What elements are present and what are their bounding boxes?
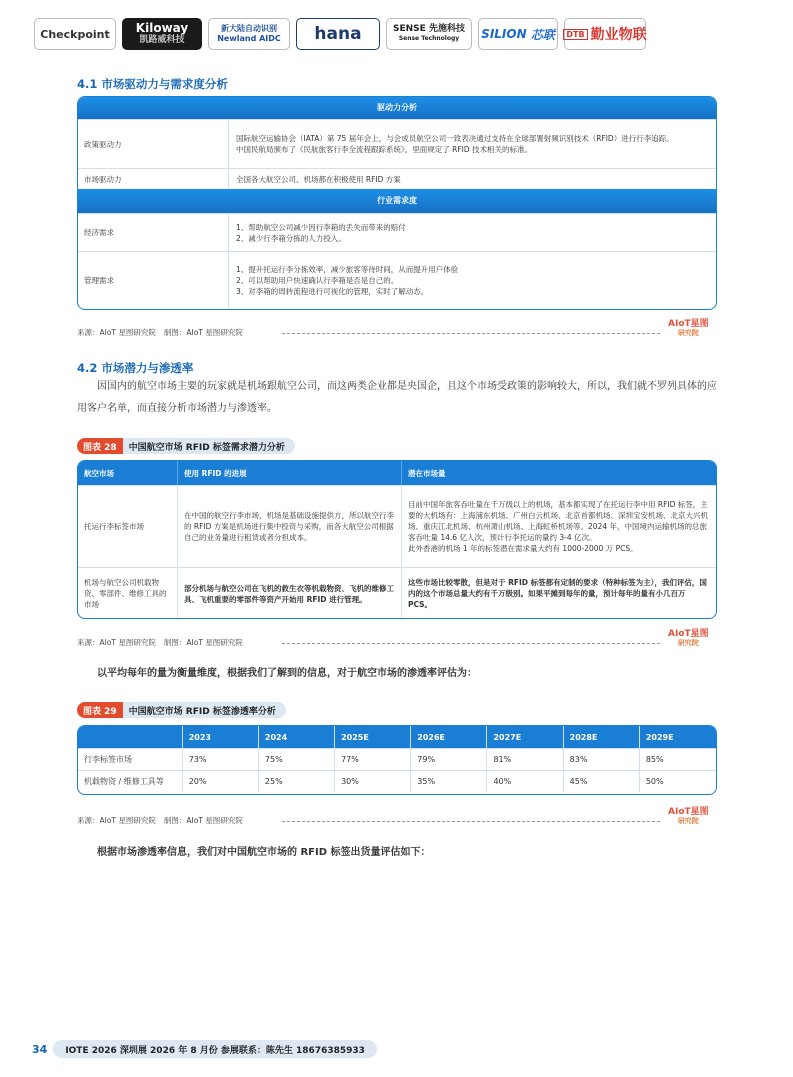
section-title-4-1: 4.1 市场驱动力与需求度分析	[77, 77, 228, 91]
figure-29-table	[77, 725, 717, 795]
row-label: 经济需求	[78, 214, 229, 251]
dotted-divider	[282, 821, 660, 822]
row-label: 政策驱动力	[78, 120, 229, 168]
sponsor-logos	[34, 18, 646, 50]
table-row	[78, 168, 716, 189]
figure-29-label: 图表 29 中国航空市场 RFID 标签渗透率分析	[77, 702, 286, 718]
dotted-divider	[282, 333, 660, 334]
figure-28-label: 图表 28 中国航空市场 RFID 标签需求潜力分析	[77, 438, 295, 454]
sense-logo: SENSE 先施科技 Sense Technology	[386, 18, 472, 50]
source-line: 来源：AIoT 星图研究院 制图：AIoT 星图研究院	[77, 328, 243, 337]
aiot-brand-logo: AIoT星图 研究院	[668, 319, 709, 337]
row-content: 1、帮助航空公司减少因行李箱的丢失而带来的赔付 2、减少行李箱分拣的人力投入。	[236, 222, 406, 243]
dotted-divider	[282, 643, 660, 644]
table-row: 机载物资 / 维修工具等 20% 25% 30% 35% 40% 45% 50%	[78, 770, 716, 792]
row-label: 管理需求	[78, 252, 229, 309]
table-header-row: 2023 2024 2025E 2026E 2027E 2028E 2029E	[78, 726, 716, 748]
table-row: 机场与航空公司机载物资、零部件、维修工具的市场 部分机场与航空公司在飞机的救生衣等机载物资、飞机的维修工具、飞机重要的零部件等资产开始用 RFID 进行管理。 这些市场比较零散，但是对于 RFID 标签都有定制的要求（特种标签为主），我们评估，国内的这个市场总量大约有千万级别。如果平摊到每年的量，预计每年的量有小几百万 PCS。	[78, 567, 716, 619]
row-content: 1、提升托运行李分拣效率，减少旅客等待时间，从而提升用户体验 2、可以帮助用户快速确认行李箱是否是自己的。 3、对李箱的周转流程进行可视化的管理，实时了解动态。	[236, 265, 459, 296]
checkpoint-logo: Checkpoint	[34, 18, 116, 50]
table-header-row: 航空市场 使用 RFID 的进展 潜在市场量	[78, 461, 716, 485]
page-number: 34	[32, 1042, 48, 1056]
figure-28-table	[77, 460, 717, 619]
table-row	[78, 213, 716, 251]
row-content: 全国各大航空公司、机场都在积极使用 RFID 方案	[236, 174, 401, 184]
row-label: 市场驱动力	[78, 169, 229, 189]
newland-logo: 新大陆自动识别 Newland AIDC	[208, 18, 290, 50]
page-footer	[32, 1040, 377, 1058]
table-row: 行李标签市场 73% 75% 77% 79% 81% 83% 85%	[78, 748, 716, 770]
aiot-brand-logo: AIoT星图 研究院	[668, 629, 709, 647]
table-header-drivers: 驱动力分析	[78, 97, 716, 119]
table-header-demand: 行业需求度	[78, 189, 716, 213]
aiot-brand-logo: AIoT星图 研究院	[668, 807, 709, 825]
footer-contact: IOTE 2026 深圳展 2026 年 8 月份 参展联系：陈先生 18676385933	[53, 1040, 377, 1058]
paragraph: 以平均每年的量为衡量维度，根据我们了解到的信息，对于航空市场的渗透率评估为：	[97, 668, 477, 679]
source-line: 来源：AIoT 星图研究院 制图：AIoT 星图研究院	[77, 816, 243, 825]
table-row	[78, 251, 716, 309]
source-line: 来源：AIoT 星图研究院 制图：AIoT 星图研究院	[77, 638, 243, 647]
table-row	[78, 119, 716, 168]
paragraph: 根据市场渗透率信息，我们对中国航空市场的 RFID 标签出货量评估如下：	[97, 847, 431, 858]
driver-demand-table	[77, 96, 717, 310]
row-content: 国际航空运输协会（IATA）第 75 届年会上，与会成员航空公司一致表决通过支持在全球部署射频识别技术（RFID）进行行李追踪。 中国民航局颁布了《民航旅客行李全流程跟踪系统》，里面规定了 RFID 技术相关的标准。	[236, 134, 674, 154]
kiloway-logo: Kiloway 凯路威科技	[122, 18, 202, 50]
hana-logo: hana	[296, 18, 380, 50]
dtb-logo: DTB 勤业物联	[564, 18, 646, 50]
table-row: 托运行李标签市场 在中国的航空行李市场，机场是基础设施提供方，所以航空行李的 RFID 方案是机场进行集中投资与采购，而各大航空公司根据自己的业务量进行租赁或者分担成本。 目前中国年旅客吞吐量在千万级以上的机场，基本都实现了在托运行李中用 RFID 标签，主要的大机场有：上海浦东机场、广州白云机场、北京首都机场、深圳宝安机场、北京大兴机场、重庆江北机场、杭州萧山机场、上海虹桥机场等。2024 年，中国境内运输机场的总旅客吞吐量 14.6 亿人次，预计行李托运的量约 3-4 亿次。 此外香港的机场 1 年的标签潜在需求量大约有 1000-2000 万 PCS。	[78, 485, 716, 567]
section-title-4-2: 4.2 市场潜力与渗透率	[77, 361, 194, 375]
paragraph: 因国内的航空市场主要的玩家就是机场跟航空公司，而这两类企业都是央国企，且这个市场受政策的影响较大，所以，我们就不罗列具体的应用客户名单，而直接分析市场潜力与渗透率。	[77, 381, 717, 414]
silion-logo: SILION 芯联	[478, 18, 558, 50]
